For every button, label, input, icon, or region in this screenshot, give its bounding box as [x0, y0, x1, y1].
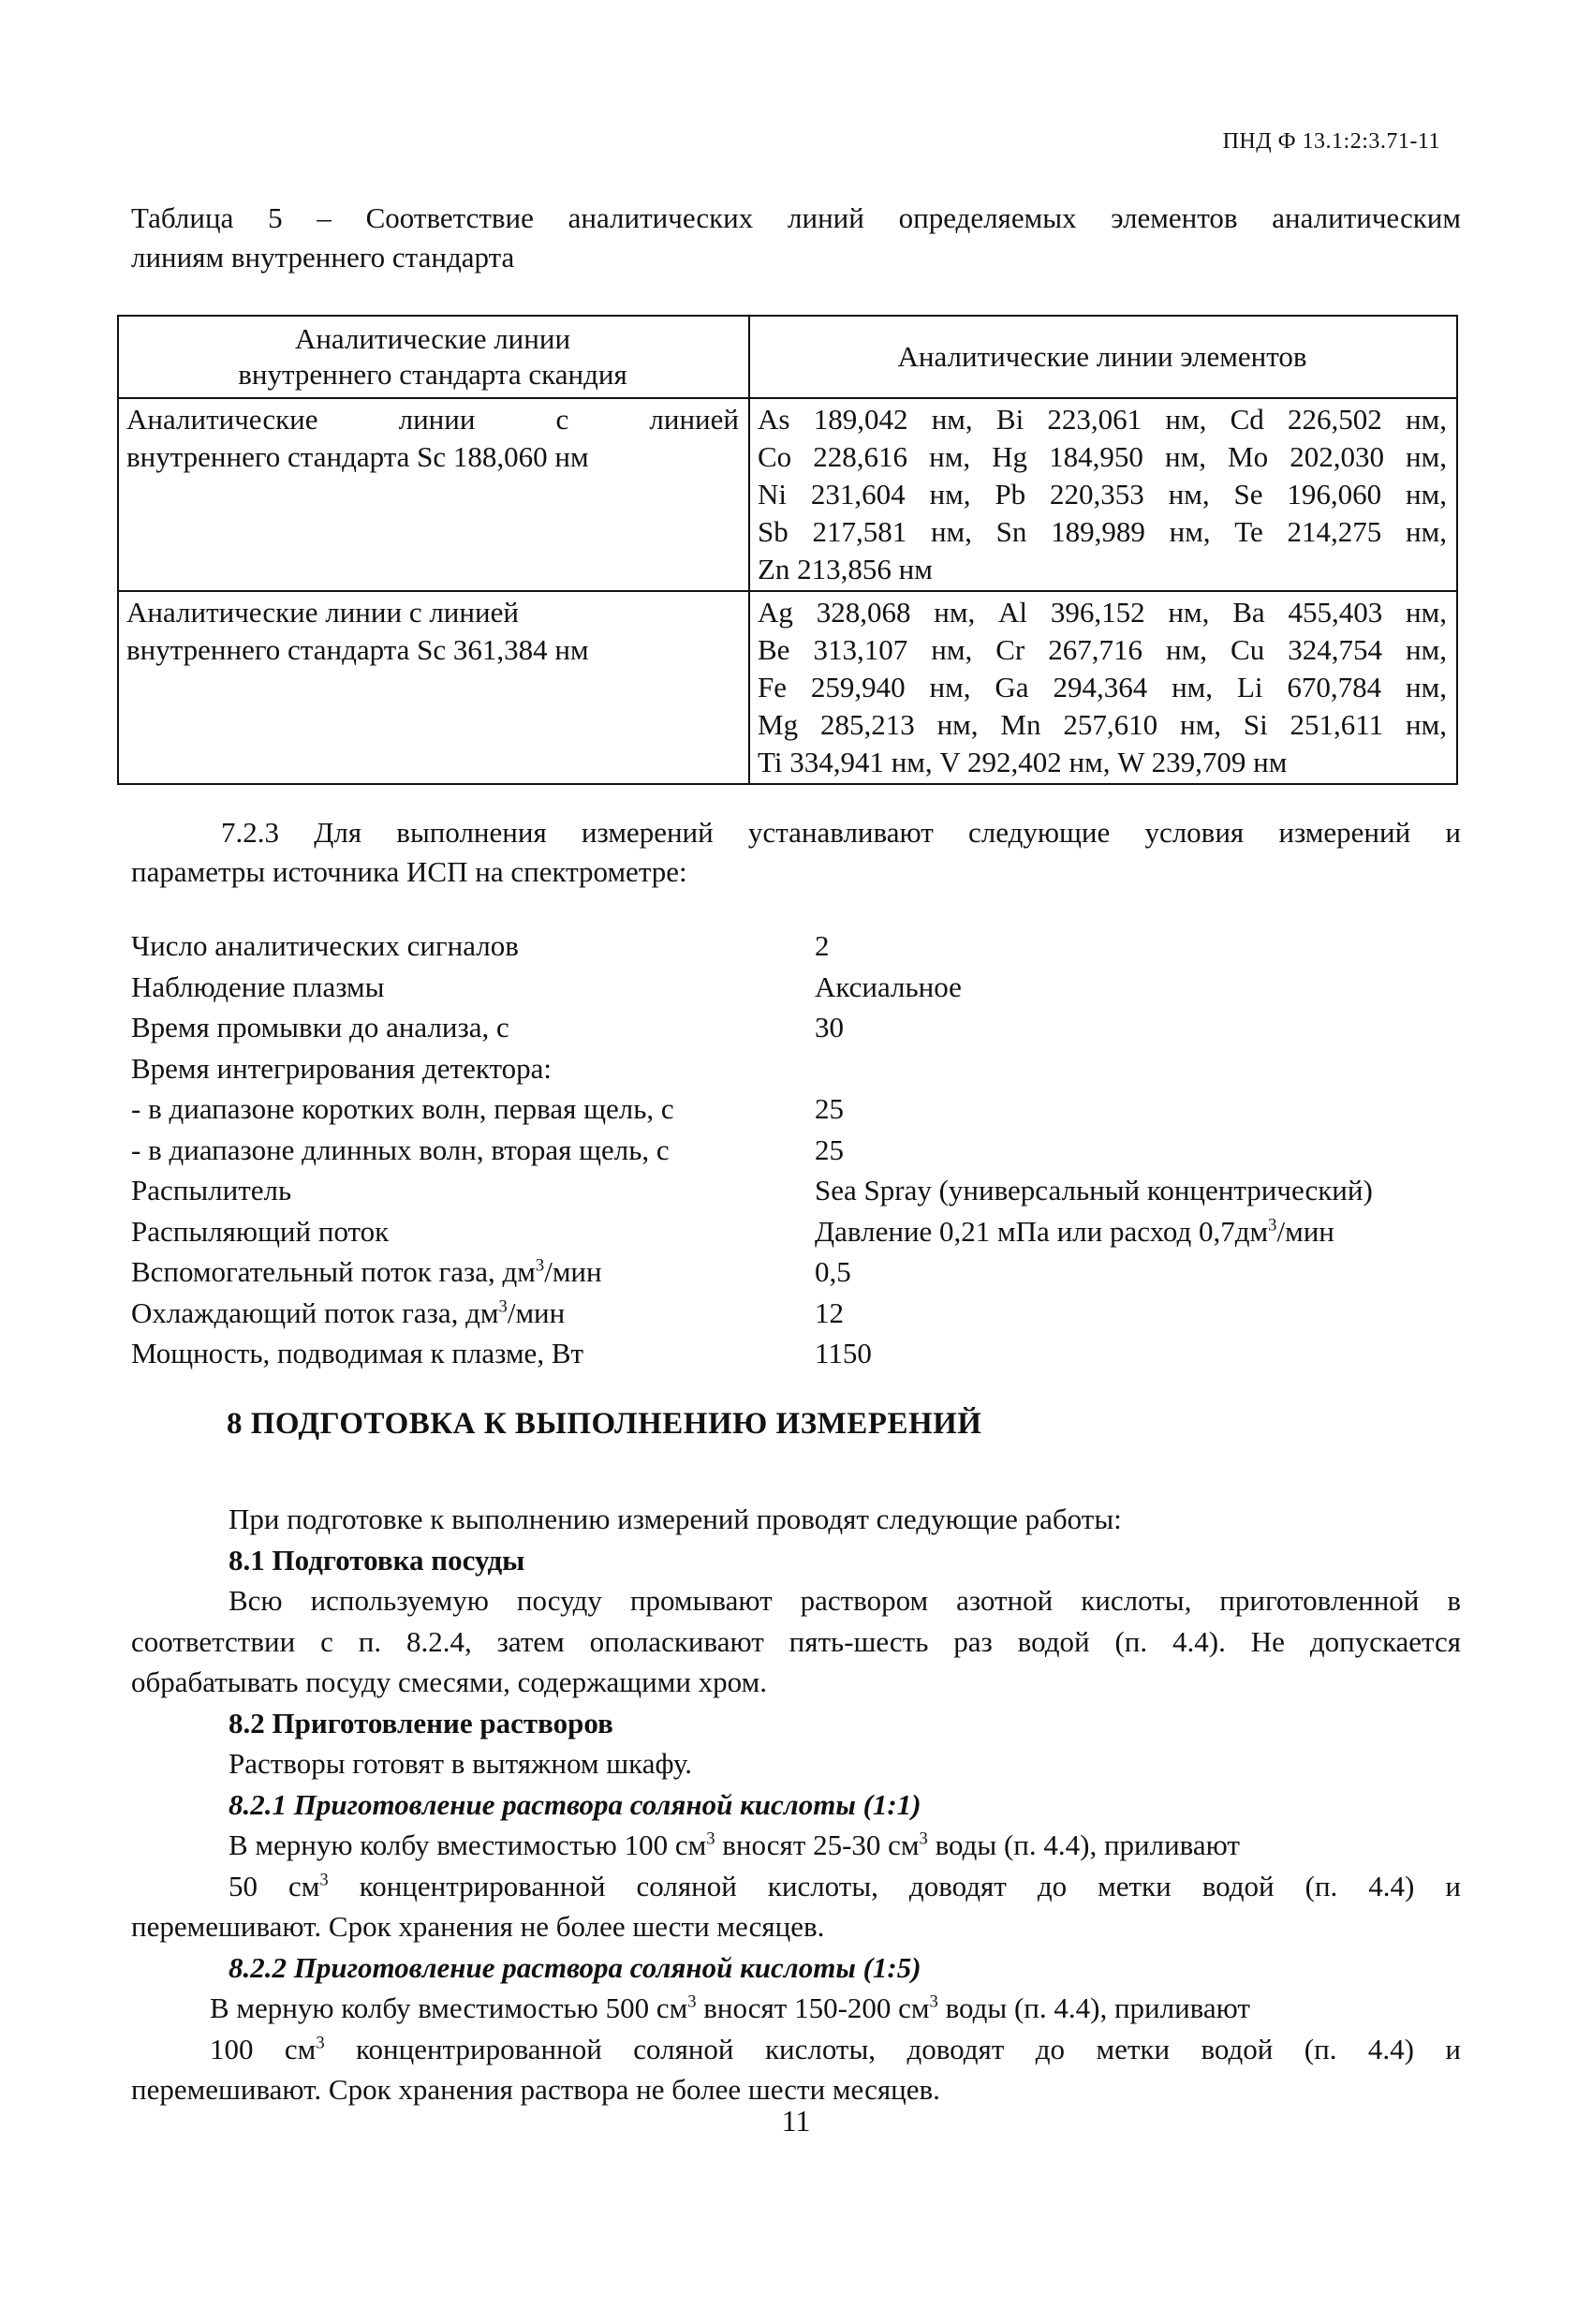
subsection-title: 8.1 Подготовка посуды: [228, 1543, 525, 1576]
header-text: Аналитические линии элементов: [897, 340, 1307, 373]
paragraph-line: перемешивают. Срок хранения раствора не более шести месяцев.: [131, 2073, 940, 2106]
table-caption-line: Таблица 5 – Соответствие аналитических линий определяемых элементов аналитическим: [131, 201, 1461, 234]
parameter-value: Sea Spray (универсальный концентрический): [815, 1174, 1373, 1206]
subsection-title: 8.2.2 Приготовление раствора соляной кислоты (1:5): [228, 1950, 921, 1984]
table-caption-line: линиям внутреннего стандарта: [131, 241, 515, 274]
parameter-label: Время промывки до анализа, с: [131, 1011, 509, 1044]
cell-text: Аналитические линии с линией: [126, 596, 519, 629]
parameter-row: [131, 1011, 1480, 1052]
parameter-value: 1150: [815, 1337, 872, 1369]
parameter-value: 25: [815, 1092, 844, 1125]
parameter-value: 2: [815, 929, 830, 962]
parameter-label: Охлаждающий поток газа, $дм^3$/мин: [131, 1295, 566, 1329]
cell-text: Sb 217,581 нм, Sn 189,989 нм, Te 214,275 нм,: [758, 515, 1447, 548]
parameter-row: [131, 1255, 1480, 1296]
correspondence-table: [117, 315, 1458, 785]
paragraph-line: 50 $см^3$ концентрированной соляной кислоты, доводят до метки водой (п. 4.4) и: [228, 1869, 1461, 1902]
cell-text: Ag 328,068 нм, Al 396,152 нм, Ba 455,403 нм,: [758, 596, 1447, 629]
subsection-title: 8.2 Приготовление растворов: [228, 1706, 613, 1739]
parameter-row: [131, 1215, 1480, 1256]
parameter-label: Вспомогательный поток газа, $дм^3$/мин: [131, 1255, 602, 1288]
parameter-value: 30: [815, 1011, 844, 1044]
parameter-value: 25: [815, 1132, 844, 1166]
cell-text: Co 228,616 нм, Hg 184,950 нм, Mo 202,030 нм,: [758, 440, 1447, 473]
parameter-label: Распыляющий поток: [131, 1214, 390, 1248]
parameter-label: Мощность, подводимая к плазме, Вт: [131, 1337, 584, 1369]
section-8-body: [131, 1499, 1461, 2110]
parameter-row: [131, 1052, 1480, 1093]
paragraph-line: Всю используемую посуду промывают раствором азотной кислоты, приготовленной в: [228, 1584, 1461, 1617]
standard-line-cell: [118, 591, 749, 784]
standard-line-cell: [118, 398, 749, 591]
parameter-label: - в диапазоне длинных волн, вторая щель, с: [131, 1132, 670, 1166]
parameter-label: - в диапазоне коротких волн, первая щель, с: [131, 1092, 674, 1125]
subsection-title: 8.2.1 Приготовление раствора соляной кислоты (1:1): [228, 1787, 921, 1821]
table-header-row: [118, 316, 1457, 398]
parameters-list: [131, 929, 1480, 1378]
cell-text: Zn 213,856 нм: [758, 553, 933, 585]
parameter-label: Число аналитических сигналов: [131, 929, 519, 962]
parameter-row: [131, 1133, 1480, 1175]
parameter-label: Наблюдение плазмы: [131, 970, 385, 1003]
table-header-cell: [749, 316, 1457, 398]
table-row: [118, 591, 1457, 784]
parameter-row: [131, 1296, 1480, 1338]
parameter-row: [131, 1174, 1480, 1215]
paragraph-line: Растворы готовят в вытяжном шкафу.: [228, 1747, 692, 1780]
parameter-label: Время интегрирования детектора:: [131, 1051, 553, 1085]
parameter-value: Аксиальное: [815, 970, 962, 1003]
parameter-value: 0,5: [815, 1255, 851, 1288]
parameter-row: [131, 1092, 1480, 1133]
cell-text: Mg 285,213 нм, Mn 257,610 нм, Si 251,611 нм,: [758, 708, 1447, 741]
cell-text: Ni 231,604 нм, Pb 220,353 нм, Se 196,060 нм,: [758, 478, 1447, 511]
parameter-value: Давление 0,21 мПа или расход $0,7дм^3$/мин: [815, 1214, 1334, 1248]
parameter-row: [131, 970, 1480, 1012]
table-header-cell: [118, 316, 749, 398]
cell-text: As 189,042 нм, Bi 223,061 нм, Cd 226,502 нм,: [758, 403, 1447, 436]
section-8-heading: 8 ПОДГОТОВКА К ВЫПОЛНЕНИЮ ИЗМЕРЕНИЙ: [227, 1407, 982, 1441]
parameter-row: [131, 929, 1480, 970]
cell-text: Ti 334,941 нм, V 292,402 нм, W 239,709 нм: [758, 746, 1288, 778]
paragraph-line: соответствии с п. 8.2.4, затем ополаскивают пять-шесть раз водой (п. 4.4). Не допускается: [131, 1624, 1461, 1658]
cell-text: Fe 259,940 нм, Ga 294,364 нм, Li 670,784 нм,: [758, 671, 1447, 703]
paragraph-7-2-3: [131, 813, 1461, 892]
paragraph-line: При подготовке к выполнению измерений проводят следующие работы:: [228, 1502, 1122, 1535]
paragraph-line: обрабатывать посуду смесями, содержащими хром.: [131, 1665, 767, 1698]
paragraph-line: параметры источника ИСП на спектрометре:: [131, 855, 687, 888]
header-text: Аналитические линии: [294, 322, 571, 355]
document-code: ПНД Ф 13.1:2:3.71-11: [1222, 129, 1440, 154]
cell-text: Аналитические линии с линией: [126, 403, 739, 436]
paragraph-line: 100 $см^3$ концентрированной соляной кислоты, доводят до метки водой (п. 4.4) и: [210, 2032, 1461, 2065]
page-number: 11: [781, 2104, 811, 2138]
parameter-value: 12: [815, 1295, 844, 1329]
element-lines-cell: [749, 398, 1457, 591]
paragraph-line: В мерную колбу вместимостью 500 $см^3$ вносят 150-200 $см^3$ воды (п. 4.4), приливают: [210, 1991, 1250, 2024]
table-caption: [131, 199, 1461, 277]
paragraph-line: 7.2.3 Для выполнения измерений устанавливают следующие условия измерений и: [221, 816, 1461, 849]
table-row: [118, 398, 1457, 591]
parameter-label: Распылитель: [131, 1174, 292, 1206]
header-text: внутреннего стандарта скандия: [238, 358, 627, 391]
paragraph-line: В мерную колбу вместимостью 100 $см^3$ вносят 25-30 $см^3$ воды (п. 4.4), приливают: [228, 1828, 1240, 1861]
cell-text: Be 313,107 нм, Cr 267,716 нм, Cu 324,754 нм,: [758, 633, 1447, 666]
cell-text: внутреннего стандарта Sc 361,384 нм: [126, 633, 589, 666]
parameter-row: [131, 1337, 1480, 1378]
paragraph-line: перемешивают. Срок хранения не более шести месяцев.: [131, 1910, 825, 1943]
cell-text: внутреннего стандарта Sc 188,060 нм: [126, 440, 589, 473]
element-lines-cell: [749, 591, 1457, 784]
